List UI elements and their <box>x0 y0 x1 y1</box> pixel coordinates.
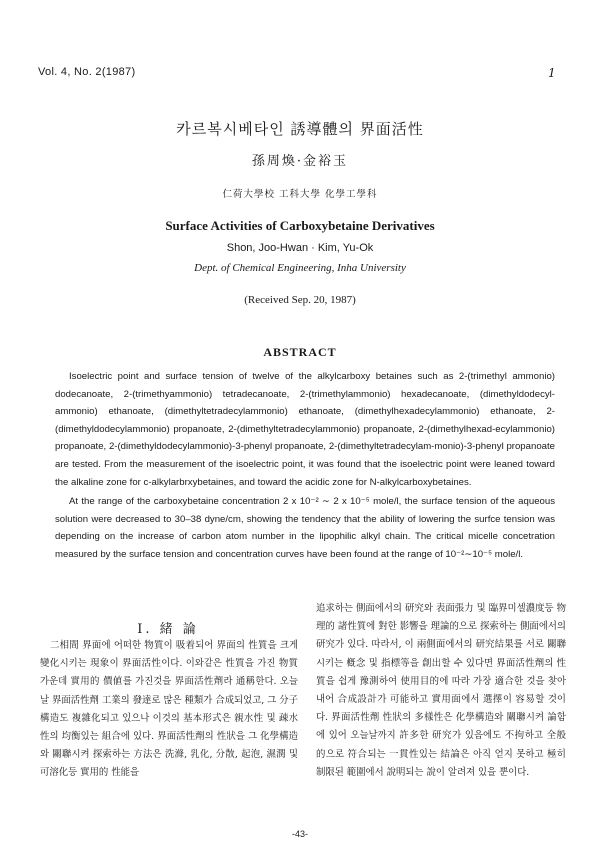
english-authors: Shon, Joo-Hwan · Kim, Yu-Ok <box>226 242 374 254</box>
abstract-paragraph-1: Isoelectric point and surface tension of twelve of the alkylcarboxy betaines such as 2-(trimethyl ammonio) dodecanoate, 2-(trimethyammonio) tetradecanoate, 2-(trimethylammonio) hexadecanoate, (dimethyldodecyl-ammonio) ethanoate, (dimethyltetradecylammonio) ethanoate, (dimethylhexadecylammonio) ethanoate, 2-(dimethyldodecylammonio) propanoate, 2-(dimethyltetradecylammonio) propanoate, 2-(dimethylhexad-ecylammonio) propanoate, 2-(dimethyldodecylammonio)-3-phenyl propanoate, 2-(dimethyltetradecylam-monio)-3-phenyl propanoate are tested. From the measurement of the isoelectric point, it was found that the isoelectric point were leaned toward the alkaline zone for c-alkylarbrxybetaines, and toward the acidic zone for N-alkylcarboxybetaines. <box>55 371 555 488</box>
intro-left-text: 二相間 界面에 어떠한 物質이 吸着되어 界面의 性質을 크게 變化시키는 現象이 界面活性이다. 이와같은 性質을 가진 物質가운데 實用的 價値를 가진것을 界面活性劑라 通稱한다. 오늘날 界面活性劑 工業의 發達로 많은 種類가 合成되었고, 그 分子構造도 複雜化되고 있으나 이것의 基本形式은 親水性 및 疎水性의 均衡있는 組合에 있다. 界面活性劑의 性狀을 그 化學構造와 關聯시켜 探索하는 方法은 洗滌, 乳化, 分散, 起泡, 濕潤 및 可溶化등 實用的 性能을 <box>40 640 299 779</box>
received-date: (Received Sep. 20, 1987) <box>244 294 356 306</box>
page-marker: 1 <box>548 66 556 80</box>
journal-volume: Vol. 4, No. 2(1987) <box>38 66 136 78</box>
abstract-heading: ABSTRACT <box>263 345 337 359</box>
english-department: Dept. of Chemical Engineering, Inha University <box>194 262 406 274</box>
english-title: Surface Activities of Carboxybetaine Derivatives <box>165 218 435 233</box>
korean-title: 카르복시베타인 誘導體의 界面活性 <box>176 120 424 138</box>
korean-affiliation: 仁荷大學校 工科大學 化學工學科 <box>222 189 378 200</box>
korean-authors: 孫周煥·金裕玉 <box>251 154 349 169</box>
abstract-body <box>55 368 555 564</box>
page-number: -43- <box>291 829 308 839</box>
intro-right-text: 追求하는 側面에서의 研究와 表面張力 및 臨界미셀濃度등 物理的 諸性質에 對한 影響을 理論的으로 探索하는 側面에서의 研究가 있다. 따라서, 이 兩側面에서의 研究結果를 서로 關聯시키는 槪念 및 指標等을 創出할 수 있다면 界面活性劑의 性質을 쉽게 豫測하여 使用目的에 따라 가장 適合한 것을 찾아내어 合成設計가 可能하고 實用面에서 選擇이 容易할 것이다. 界面活性劑 性狀의 多樣性은 化學構造와 關聯시켜 論함에 있어 오늘날까지 許多한 研究가 있음에도 不拘하고 全般的으로 符合되는 一貫性있는 結論은 아직 얻지 못하고 極히 制限된 範圍에서 說明되는 說이 알려져 있을 뿐이다. <box>316 603 566 778</box>
intro-right-column <box>316 600 566 782</box>
intro-left-column <box>40 637 298 783</box>
section-heading-introduction: I. 緒 論 <box>137 622 199 637</box>
abstract-paragraph-2: At the range of the carboxybetaine concentration 2 x 10⁻² ∼ 2 x 10⁻⁵ mole/l, the surface tension of the aqueous solution were decreased to 30–38 dyne/cm, showing the tendency that the ability of lowering the surfce tension was depending on the increase of carbon atom number in the lipophilic alkyl chain. The critical micelle concetration measured by the surface tension and concentration curves have been found at the range of 10⁻²∼10⁻⁵ mole/l. <box>55 496 555 560</box>
